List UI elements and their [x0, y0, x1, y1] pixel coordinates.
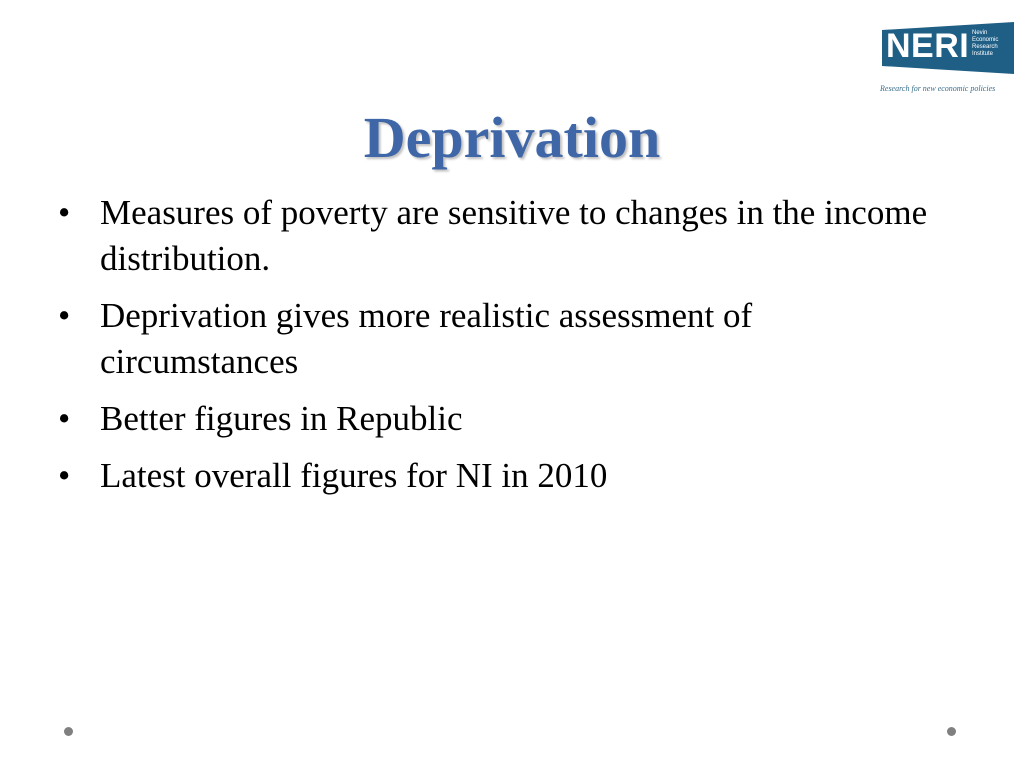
bullet-marker-icon: • — [58, 193, 71, 232]
corner-dot-right — [947, 727, 956, 736]
slide-title: Deprivation — [363, 105, 661, 170]
bullet-text: Latest overall figures for NI in 2010 — [100, 456, 608, 495]
bullet-marker-icon: • — [58, 296, 71, 335]
bullet-marker-icon: • — [58, 456, 71, 495]
neri-logo — [880, 20, 1016, 96]
bullet-list — [58, 190, 958, 510]
logo-sub-line: Research — [972, 44, 998, 50]
corner-dot-left — [64, 727, 73, 736]
bullet-item — [58, 190, 958, 282]
bullet-item — [58, 396, 958, 442]
logo-sub-line: Institute — [972, 51, 994, 57]
bullet-text: Better figures in Republic — [100, 399, 463, 438]
logo-sub-line: Nevin — [972, 30, 988, 36]
bullet-text: Measures of poverty are sensitive to changes in the income distribution. — [100, 193, 928, 278]
bullet-item — [58, 453, 958, 499]
logo-tagline: Research for new economic policies — [880, 84, 996, 93]
logo-institute-name — [972, 30, 1012, 58]
logo-wordmark: NERI — [886, 27, 970, 65]
bullet-item — [58, 293, 958, 385]
bullet-text: Deprivation gives more realistic assessment of circumstances — [100, 296, 753, 381]
bullet-marker-icon: • — [58, 399, 71, 438]
logo-sub-line: Economic — [972, 37, 999, 43]
